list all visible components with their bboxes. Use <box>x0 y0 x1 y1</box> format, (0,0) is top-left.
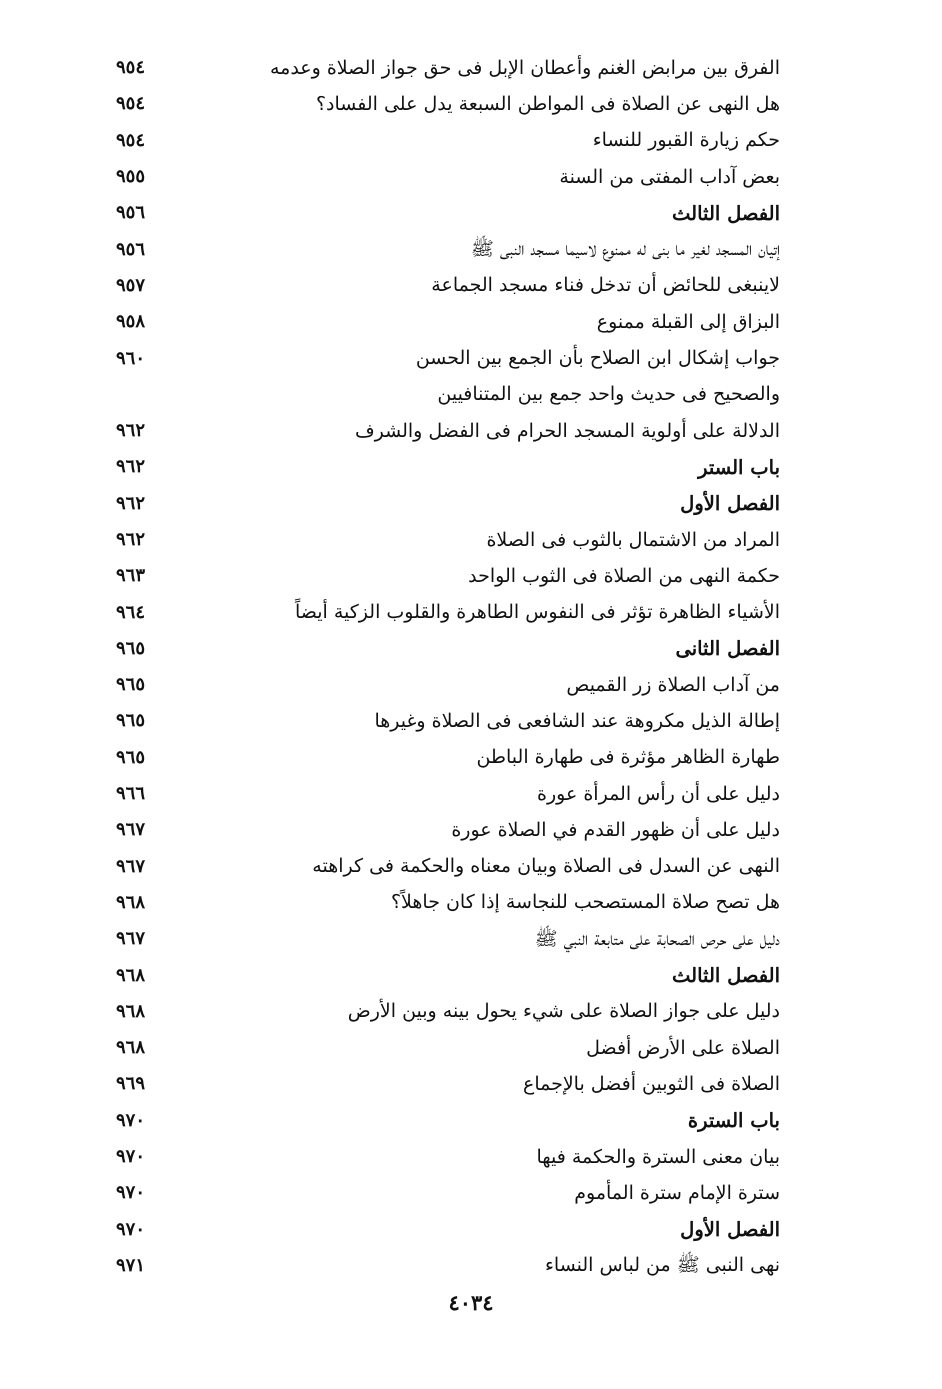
entry-page-number: ٩٦٧ <box>116 928 146 950</box>
toc-entry <box>110 1248 786 1284</box>
entry-page-number: ٩٦٨ <box>116 964 146 986</box>
toc-heading <box>110 631 786 667</box>
toc-entry <box>110 413 786 449</box>
entry-page-number: ٩٥٨ <box>116 311 146 333</box>
entry-title: دليل على حرص الصحابة على متابعة النبي ﷺ <box>534 927 780 950</box>
entry-title: النهى عن السدل فى الصلاة وبيان معناه والحكمة فى كراهته <box>312 855 780 878</box>
entry-title: الصلاة فى الثوبين أفضل بالإجماع <box>522 1072 780 1095</box>
entry-page-number: ٩٦٢ <box>116 492 146 514</box>
toc-entry <box>110 740 786 776</box>
toc-entry <box>110 594 786 630</box>
toc-entry <box>110 123 786 159</box>
toc-entry <box>110 885 786 921</box>
entry-title: طهارة الظاهر مؤثرة فى طهارة الباطن <box>476 746 780 769</box>
entry-title: بيان معنى السترة والحكمة فيها <box>536 1145 780 1168</box>
entry-title: سترة الإمام سترة المأموم <box>574 1181 780 1204</box>
entry-page-number: ٩٦٩ <box>116 1073 146 1095</box>
toc-entry <box>110 377 786 413</box>
toc-entry <box>110 304 786 340</box>
entry-page-number: ٩٥٤ <box>116 93 146 115</box>
entry-title: الدلالة على أولوية المسجد الحرام فى الفضل والشرف <box>354 419 780 442</box>
entry-page-number: ٩٦٨ <box>116 891 146 913</box>
toc-entry <box>110 703 786 739</box>
entry-title: الأشياء الظاهرة تؤثر فى النفوس الطاهرة والقلوب الزكية أيضاً <box>294 601 780 624</box>
toc-entry <box>110 994 786 1030</box>
entry-page-number: ٩٦٧ <box>116 855 146 877</box>
entry-title: حكمة النهى من الصلاة فى الثوب الواحد <box>468 564 780 587</box>
toc-entry <box>110 558 786 594</box>
entry-page-number: ٩٦٥ <box>116 746 146 768</box>
entry-page-number: ٩٥٧ <box>116 274 146 296</box>
entry-title: من آداب الصلاة زر القميص <box>566 673 780 696</box>
entry-page-number: ٩٥٦ <box>116 202 146 224</box>
entry-page-number: ٩٧١ <box>116 1254 146 1276</box>
toc-entry <box>110 1030 786 1066</box>
entry-title: الفصل الأول <box>680 1217 780 1241</box>
page-number: ٤٠٣٤ <box>448 1290 494 1315</box>
entry-page-number: ٩٦٠ <box>116 347 146 369</box>
entry-title: جواب إشكال ابن الصلاح بأن الجمع بين الحسن <box>415 347 780 370</box>
entry-title: الفرق بين مرابض الغنم وأعطان الإبل فى حق جواز الصلاة وعدمه <box>269 56 780 79</box>
entry-title: باب السترة <box>687 1109 780 1132</box>
entry-page-number: ٩٥٤ <box>116 57 146 79</box>
entry-page-number: ٩٧٠ <box>116 1218 146 1240</box>
entry-title: دليل على أن رأس المرأة عورة <box>537 782 780 805</box>
toc-entry <box>110 921 786 957</box>
entry-page-number: ٩٦٣ <box>116 565 146 587</box>
entry-page-number: ٩٦٢ <box>116 456 146 478</box>
toc-entry <box>110 86 786 122</box>
entry-title: بعض آداب المفتى من السنة <box>559 165 780 188</box>
table-of-contents <box>110 50 786 1284</box>
toc-entry <box>110 159 786 195</box>
entry-title: البزاق إلى القبلة ممنوع <box>596 310 780 333</box>
toc-entry <box>110 1139 786 1175</box>
entry-title: الصلاة على الأرض أفضل <box>586 1036 780 1059</box>
entry-page-number: ٩٦٨ <box>116 1037 146 1059</box>
entry-title: والصحيح فى حديث واحد جمع بين المتنافيين <box>437 383 780 406</box>
entry-title: هل تصح صلاة المستصحب للنجاسة إذا كان جاهلاً؟ <box>390 891 780 914</box>
entry-page-number: ٩٦٧ <box>116 819 146 841</box>
toc-entry <box>110 50 786 86</box>
toc-heading <box>110 449 786 485</box>
entry-page-number: ٩٥٤ <box>116 129 146 151</box>
entry-page-number: ٩٦٢ <box>116 420 146 442</box>
toc-entry <box>110 522 786 558</box>
entry-title: هل النهى عن الصلاة فى المواطن السبعة يدل على الفساد؟ <box>315 92 780 115</box>
entry-title: دليل على أن ظهور القدم في الصلاة عورة <box>451 818 780 841</box>
entry-title: الفصل الثالث <box>672 201 780 225</box>
entry-page-number: ٩٧٠ <box>116 1182 146 1204</box>
entry-title: لاينبغى للحائض أن تدخل فناء مسجد الجماعة <box>431 274 780 297</box>
toc-entry <box>110 812 786 848</box>
toc-heading <box>110 1103 786 1139</box>
entry-title: إطالة الذيل مكروهة عند الشافعى فى الصلاة وغيرها <box>374 709 780 732</box>
entry-title: باب الستر <box>698 455 780 479</box>
entry-title: الفصل الثانى <box>675 637 780 661</box>
entry-page-number: ٩٦٤ <box>116 601 146 623</box>
toc-entry <box>110 1175 786 1211</box>
entry-title: المراد من الاشتمال بالثوب فى الصلاة <box>486 528 780 551</box>
entry-title: الفصل الثالث <box>672 963 780 987</box>
entry-page-number: ٩٧٠ <box>116 1146 146 1168</box>
entry-page-number: ٩٦٥ <box>116 674 146 696</box>
entry-title: حكم زيارة القبور للنساء <box>592 129 780 152</box>
entry-title: الفصل الأول <box>680 491 780 515</box>
toc-entry <box>110 776 786 812</box>
toc-entry <box>110 1066 786 1102</box>
entry-page-number: ٩٥٥ <box>116 166 146 188</box>
entry-page-number: ٩٦٢ <box>116 529 146 550</box>
toc-entry <box>110 268 786 304</box>
entry-title: إتيان المسجد لغير ما بنى له ممنوع لاسيما مسجد النبى ﷺ <box>470 238 780 261</box>
toc-heading <box>110 195 786 231</box>
toc-entry <box>110 340 786 376</box>
entry-title: نهى النبى ﷺ من لباس النساء <box>544 1254 780 1277</box>
entry-page-number: ٩٦٥ <box>116 710 146 732</box>
entry-page-number: ٩٥٦ <box>116 238 146 260</box>
entry-page-number: ٩٦٥ <box>116 637 146 659</box>
toc-heading <box>110 486 786 522</box>
entry-title: دليل على جواز الصلاة على شيء يحول بينه وبين الأرض <box>347 1000 780 1023</box>
toc-entry <box>110 667 786 703</box>
entry-page-number: ٩٦٨ <box>116 1000 146 1022</box>
entry-page-number: ٩٧٠ <box>116 1109 146 1131</box>
entry-page-number: ٩٦٦ <box>116 783 146 805</box>
toc-heading <box>110 1212 786 1248</box>
toc-heading <box>110 957 786 993</box>
toc-entry <box>110 231 786 267</box>
toc-entry <box>110 849 786 885</box>
